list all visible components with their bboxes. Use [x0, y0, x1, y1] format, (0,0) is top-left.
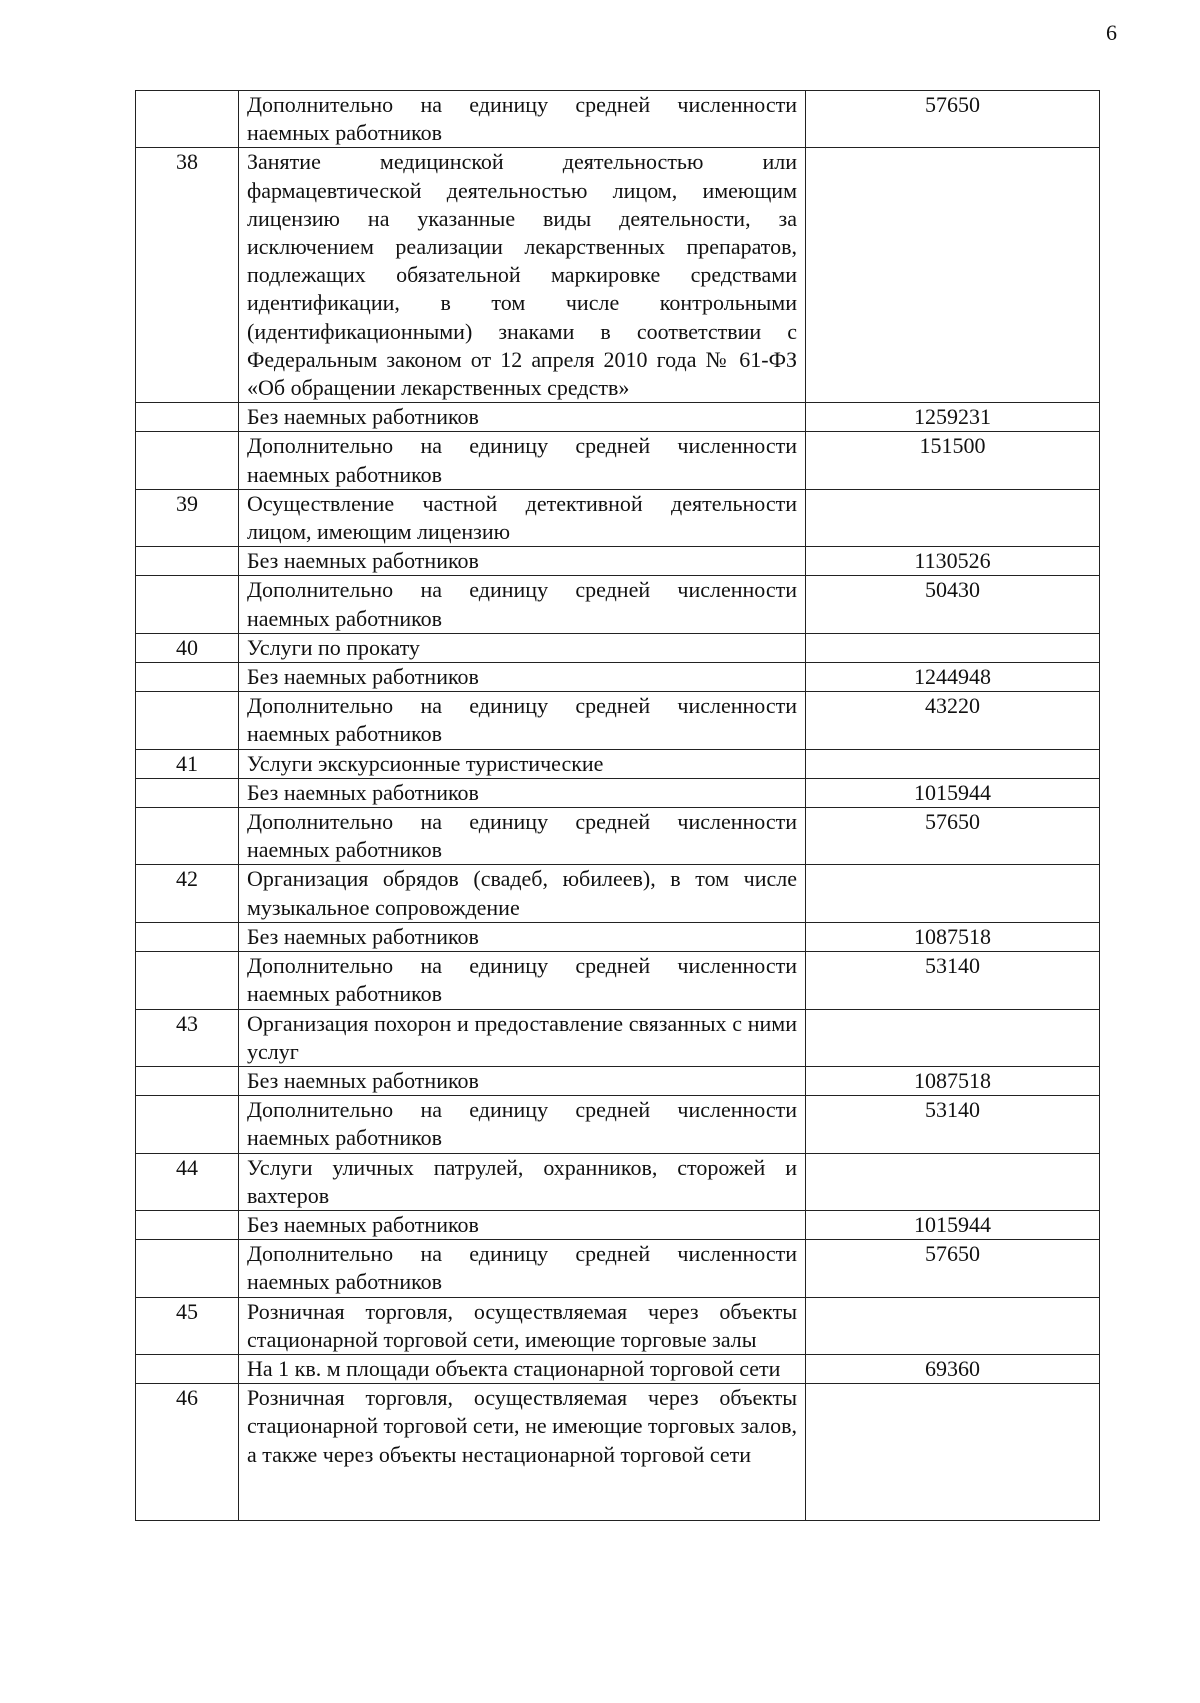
rate-value: 1244948 [806, 663, 1100, 692]
row-number [136, 808, 239, 865]
table-row [136, 1066, 1100, 1095]
activity-description: Занятие медицинской деятельностью или фармацевтической деятельностью лицом, имеющим лицензию на указанные виды деятельности, за исключением реализации лекарственных препаратов, подлежащих обязательной маркировке средствами идентификации, в том числе контрольными (идентификационными) знаками в соответствии с Федеральным законом от 12 апреля 2010 года № 61-ФЗ «Об обращении лекарственных средств» [239, 148, 806, 403]
activity-description: Осуществление частной детективной деятельности лицом, имеющим лицензию [239, 489, 806, 546]
row-number: 42 [136, 865, 239, 922]
row-number [136, 1066, 239, 1095]
rate-value: 1015944 [806, 778, 1100, 807]
activity-description: Без наемных работников [239, 547, 806, 576]
rate-value [806, 148, 1100, 403]
rate-value [806, 489, 1100, 546]
activity-description: Без наемных работников [239, 1066, 806, 1095]
row-number [136, 1096, 239, 1153]
activity-description: Дополнительно на единицу средней численности наемных работников [239, 692, 806, 749]
row-number [136, 91, 239, 148]
row-number: 45 [136, 1297, 239, 1354]
table-row [136, 1384, 1100, 1521]
activity-description: Услуги экскурсионные туристические [239, 749, 806, 778]
row-number [136, 692, 239, 749]
row-number [136, 403, 239, 432]
rate-value [806, 1297, 1100, 1354]
table-row [136, 952, 1100, 1009]
row-number: 40 [136, 633, 239, 662]
table-row [136, 148, 1100, 403]
table-row [136, 922, 1100, 951]
activity-description: Услуги уличных патрулей, охранников, сторожей и вахтеров [239, 1153, 806, 1210]
table-row [136, 749, 1100, 778]
activity-description: Услуги по прокату [239, 633, 806, 662]
page-number: 6 [1106, 20, 1117, 45]
rate-value [806, 749, 1100, 778]
table-row [136, 1297, 1100, 1354]
activity-description: Дополнительно на единицу средней численности наемных работников [239, 432, 806, 489]
activity-description: На 1 кв. м площади объекта стационарной торговой сети [239, 1354, 806, 1383]
rate-value: 50430 [806, 576, 1100, 633]
table-row [136, 778, 1100, 807]
activity-description: Дополнительно на единицу средней численности наемных работников [239, 1096, 806, 1153]
table-row [136, 1354, 1100, 1383]
row-number: 43 [136, 1009, 239, 1066]
row-number [136, 1354, 239, 1383]
table-row [136, 547, 1100, 576]
row-number [136, 778, 239, 807]
rate-value [806, 1009, 1100, 1066]
table-row [136, 1240, 1100, 1297]
table-row [136, 1210, 1100, 1239]
table-row [136, 865, 1100, 922]
activity-description: Дополнительно на единицу средней численности наемных работников [239, 1240, 806, 1297]
row-number [136, 1210, 239, 1239]
row-number [136, 1240, 239, 1297]
activity-description: Организация похорон и предоставление связанных с ними услуг [239, 1009, 806, 1066]
row-number: 44 [136, 1153, 239, 1210]
rate-value: 1259231 [806, 403, 1100, 432]
table-row [136, 403, 1100, 432]
rate-value: 151500 [806, 432, 1100, 489]
table-row [136, 1009, 1100, 1066]
rate-value: 53140 [806, 952, 1100, 1009]
rate-value: 57650 [806, 1240, 1100, 1297]
row-number: 46 [136, 1384, 239, 1521]
rate-value: 1087518 [806, 922, 1100, 951]
table-row [136, 432, 1100, 489]
activity-description: Розничная торговля, осуществляемая через объекты стационарной торговой сети, не имеющие торговых залов, а также через объекты нестационарной торговой сети [239, 1384, 806, 1521]
rate-value: 53140 [806, 1096, 1100, 1153]
activity-description: Розничная торговля, осуществляемая через объекты стационарной торговой сети, имеющие торговые залы [239, 1297, 806, 1354]
table-body [136, 91, 1100, 1521]
table-row [136, 633, 1100, 662]
row-number [136, 922, 239, 951]
row-number [136, 952, 239, 1009]
table-row [136, 576, 1100, 633]
activity-description: Без наемных работников [239, 403, 806, 432]
rate-value [806, 1384, 1100, 1521]
table-row [136, 808, 1100, 865]
rate-value [806, 633, 1100, 662]
table-row [136, 692, 1100, 749]
rate-value: 1015944 [806, 1210, 1100, 1239]
row-number [136, 663, 239, 692]
table-row [136, 1096, 1100, 1153]
row-number [136, 576, 239, 633]
table-row [136, 1153, 1100, 1210]
activity-description: Без наемных работников [239, 663, 806, 692]
activity-description: Дополнительно на единицу средней численности наемных работников [239, 576, 806, 633]
tax-rate-table [135, 90, 1100, 1521]
rate-value: 43220 [806, 692, 1100, 749]
activity-description: Дополнительно на единицу средней численности наемных работников [239, 952, 806, 1009]
rate-value: 69360 [806, 1354, 1100, 1383]
activity-description: Без наемных работников [239, 778, 806, 807]
activity-description: Без наемных работников [239, 922, 806, 951]
rate-value: 1130526 [806, 547, 1100, 576]
activity-description: Дополнительно на единицу средней численности наемных работников [239, 91, 806, 148]
table-row [136, 663, 1100, 692]
rate-value: 57650 [806, 91, 1100, 148]
table-row [136, 91, 1100, 148]
rate-value [806, 865, 1100, 922]
rate-value [806, 1153, 1100, 1210]
row-number: 38 [136, 148, 239, 403]
activity-description: Организация обрядов (свадеб, юбилеев), в том числе музыкальное сопровождение [239, 865, 806, 922]
row-number: 41 [136, 749, 239, 778]
row-number [136, 547, 239, 576]
activity-description: Дополнительно на единицу средней численности наемных работников [239, 808, 806, 865]
row-number: 39 [136, 489, 239, 546]
row-number [136, 432, 239, 489]
activity-description: Без наемных работников [239, 1210, 806, 1239]
rate-value: 1087518 [806, 1066, 1100, 1095]
table-row [136, 489, 1100, 546]
rate-value: 57650 [806, 808, 1100, 865]
